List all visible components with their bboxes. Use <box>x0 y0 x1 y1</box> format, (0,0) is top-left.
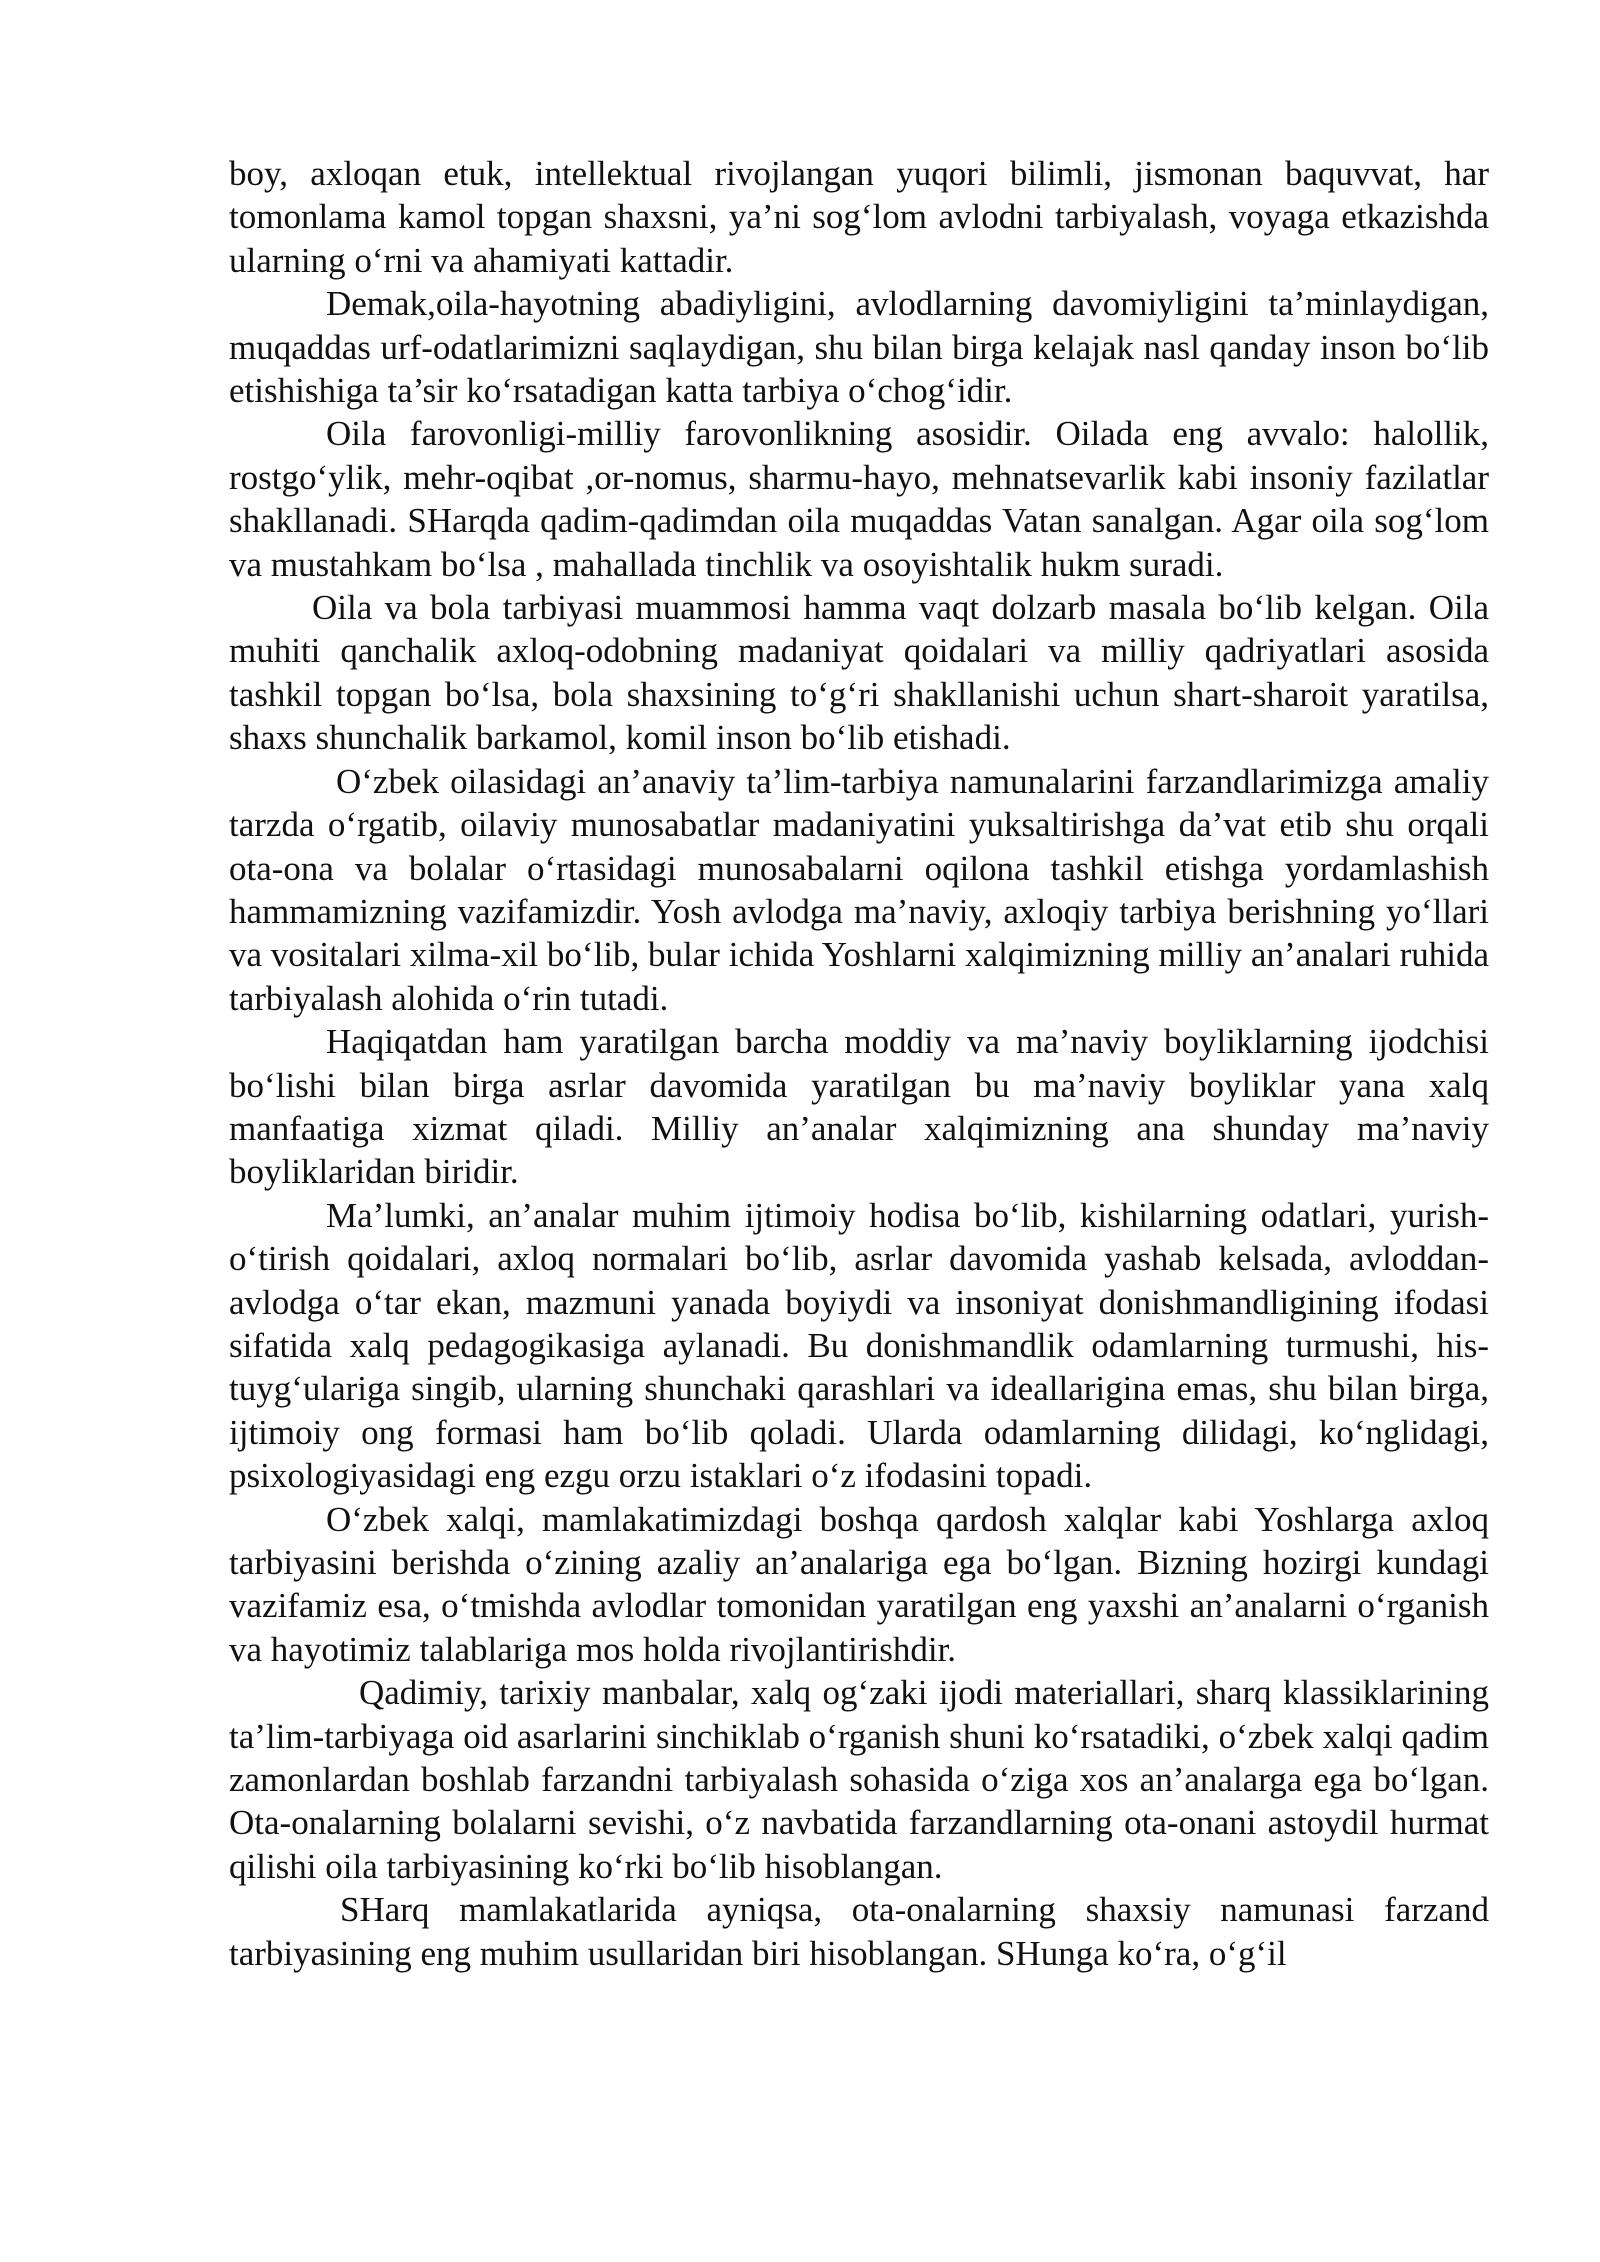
paragraph-1: boy, axloqan etuk, intellektual rivojlangan yuqori bilimli, jismonan baquvvat, har tomonlama kamol topgan shaxsni, ya’ni sog‘lom avlodni tarbiyalash, voyaga etkazishda ularning o‘rni va ahamiyati kattadir. <box>229 154 1489 280</box>
paragraph-4: Oila va bola tarbiyasi muammosi hamma vaqt dolzarb masala bo‘lib kelgan. Oila muhiti qanchalik axloq-odobning madaniyat qoidalari va milliy qadriyatlari asosida tashkil topgan bo‘lsa, bola shaxsining to‘g‘ri shakllanishi uchun shart-sharoit yaratilsa, shaxs shunchalik barkamol, komil inson bo‘lib etishadi. <box>229 588 1489 758</box>
paragraph-5: O‘zbek oilasidagi an’anaviy ta’lim-tarbiya namunalarini farzandlarimizga amaliy tarzda o‘rgatib, oilaviy munosabatlar madaniyatini yuksaltirishga da’vat etib shu orqali ota-ona va bolalar o‘rtasidagi munosabalarni oqilona tashkil etishga yordamlashish hammamizning vazifamizdir. Yosh avlodga ma’naviy, axloqiy tarbiya berishning yo‘llari va vositalari xilma-xil bo‘lib, bular ichida Yoshlarni xalqimizning milliy an’analari ruhida tarbiyalash alohida o‘rin tutadi. <box>229 761 1489 1018</box>
paragraph-10: SHarq mamlakatlarida ayniqsa, ota-onalarning shaxsiy namunasi farzand tarbiyasining eng muhim usullaridan biri hisoblangan. SHunga ko‘ra, o‘g‘il <box>229 1890 1489 1973</box>
paragraph-7: Ma’lumki, an’analar muhim ijtimoiy hodisa bo‘lib, kishilarning odatlari, yurish-o‘tirish qoidalari, axloq normalari bo‘lib, asrlar davomida yashab kelsada, avloddan-avlodga o‘tar ekan, mazmuni yanada boyiydi va insoniyat donishmandligining ifodasi sifatida xalq pedagogikasiga aylanadi. Bu donishmandlik odamlarning turmushi, his-tuyg‘ulariga singib, ularning shunchaki qarashlari va ideallarigina emas, shu bilan birga, ijtimoiy ong formasi ham bo‘lib qoladi. Ularda odamlarning dilidagi, ko‘nglidagi, psixologiyasidagi eng ezgu orzu istaklari o‘z ifodasini topadi. <box>229 1195 1489 1496</box>
paragraph-2: Demak,oila-hayotning abadiyligini, avlodlarning davomiyligini ta’minlaydigan, muqaddas urf-odatlarimizni saqlaydigan, shu bilan birga kelajak nasl qanday inson bo‘lib etishishiga ta’sir ko‘rsatadigan katta tarbiya o‘chog‘idir. <box>229 284 1489 411</box>
paragraph-9: Qadimiy, tarixiy manbalar, xalq og‘zaki ijodi materiallari, sharq klassiklarining ta’lim-tarbiyaga oid asarlarini sinchiklab o‘rganish shuni ko‘rsatadiki, o‘zbek xalqi qadim zamonlardan boshlab farzandni tarbiyalash sohasida o‘ziga xos an’analarga ega bo‘lgan. Ota-onalarning bolalarni sevishi, o‘z navbatida farzandlarning ota-onani astoydil hurmat qilishi oila tarbiyasining ko‘rki bo‘lib hisoblangan. <box>229 1673 1489 1886</box>
document-page <box>229 152 1489 1975</box>
paragraph-3: Oila farovonligi-milliy farovonlikning asosidir. Oilada eng avvalo: halollik, rostgo‘ylik, mehr-oqibat ,or-nomus, sharmu-hayo, mehnatsevarlik kabi insoniy fazilatlar shakllanadi. SHarqda qadim-qadimdan oila muqaddas Vatan sanalgan. Agar oila sog‘lom va mustahkam bo‘lsa , mahallada tinchlik va osoyishtalik hukm suradi. <box>229 414 1489 584</box>
paragraph-8: O‘zbek xalqi, mamlakatimizdagi boshqa qardosh xalqlar kabi Yoshlarga axloq tarbiyasini berishda o‘zining azaliy an’analariga ega bo‘lgan. Bizning hozirgi kundagi vazifamiz esa, o‘tmishda avlodlar tomonidan yaratilgan eng yaxshi an’analarni o‘rganish va hayotimiz talablariga mos holda rivojlantirishdir. <box>229 1499 1489 1669</box>
paragraph-6: Haqiqatdan ham yaratilgan barcha moddiy va ma’naviy boyliklarning ijodchisi bo‘lishi bilan birga asrlar davomida yaratilgan bu ma’naviy boyliklar yana xalq manfaatiga xizmat qiladi. Milliy an’analar xalqimizning ana shunday ma’naviy boyliklaridan biridir. <box>229 1022 1489 1192</box>
